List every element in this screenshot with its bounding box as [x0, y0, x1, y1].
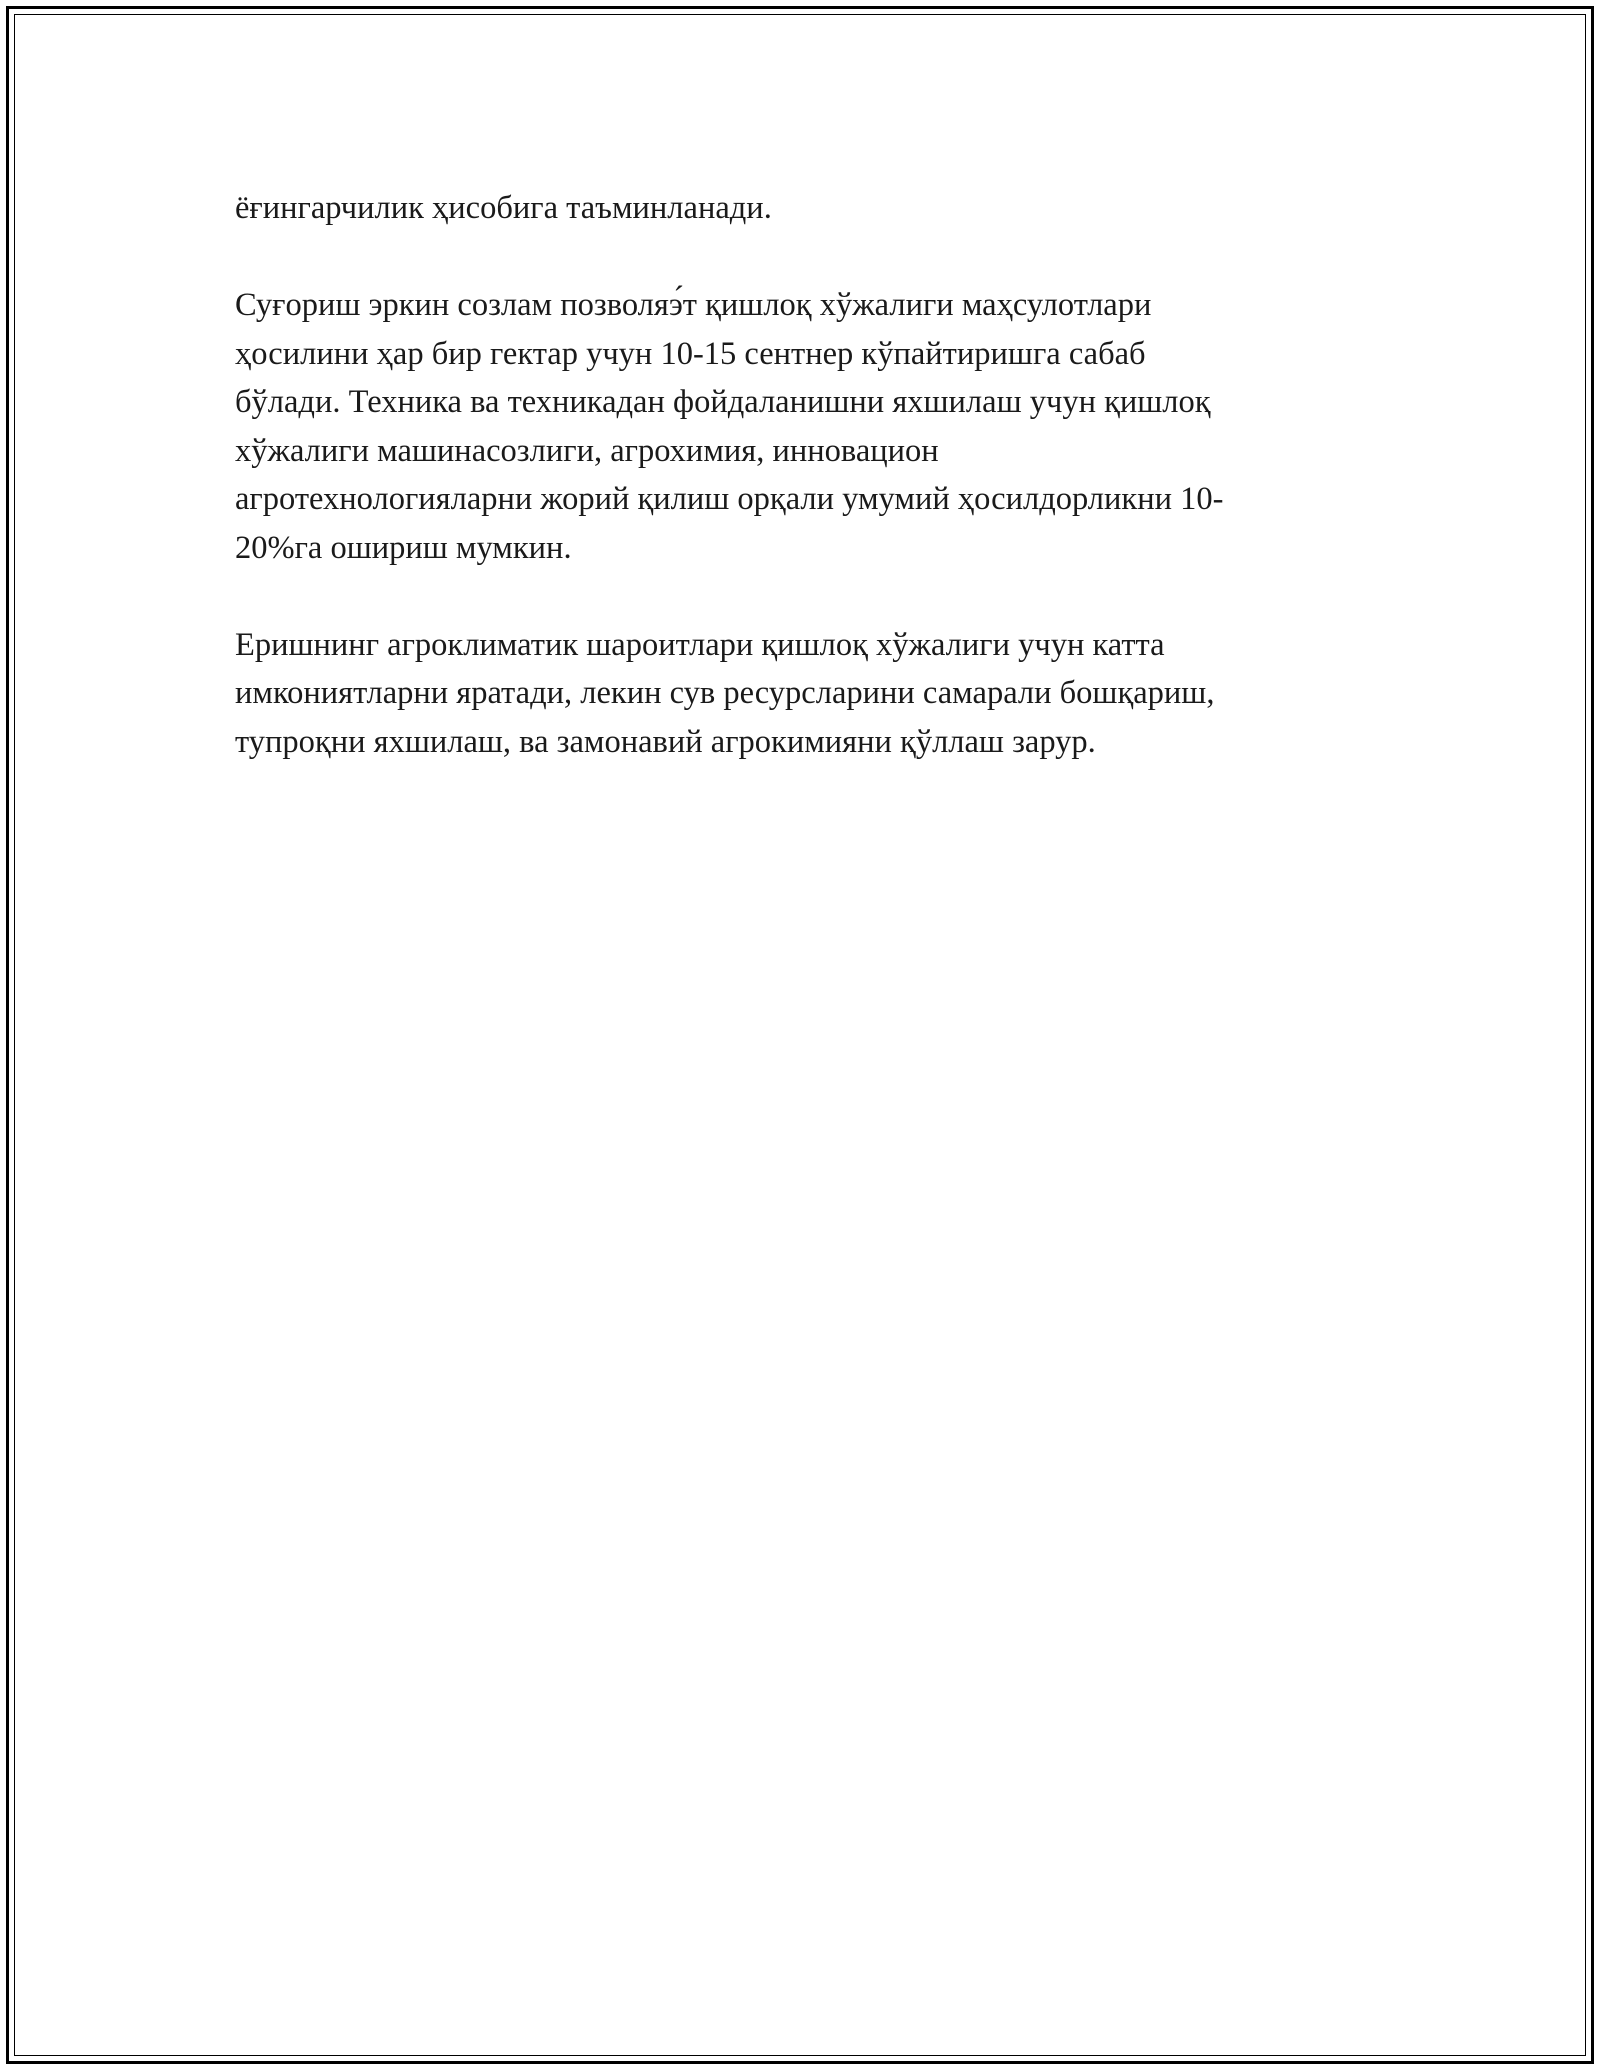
paragraph-3 — [235, 621, 1365, 767]
paragraph-1 — [235, 184, 1365, 233]
text-line: Суғориш эркин созлам позволяэ́т қишлоқ хўжалиги маҳсулотлари — [235, 287, 1152, 323]
text-line: агротехнологияларни жорий қилиш орқали умумий ҳосилдорликни 10- — [235, 481, 1224, 517]
text-line: тупроқни яхшилаш, ва замонавий агрокимияни қўллаш зарур. — [235, 723, 1096, 760]
document-body — [235, 184, 1365, 815]
text-line: Еришнинг агроклиматик шароитлари қишлоқ хўжалиги учун катта — [235, 626, 1165, 663]
text-line: бўлади. Техника ва техникадан фойдаланишни яхшилаш учун қишлоқ — [235, 384, 1211, 420]
text-line: 20%га ошириш мумкин. — [235, 529, 572, 566]
text-line: имкониятларни яратади, лекин сув ресурсларини самарали бошқариш, — [235, 675, 1215, 711]
text-line: хўжалиги машинасозлиги, агрохимия, инновацион — [235, 432, 939, 469]
text-line: ёғингарчилик ҳисобига таъминланади. — [235, 190, 772, 226]
text-line: ҳосилини ҳар бир гектар учун 10-15 сентнер кўпайтиришга сабаб — [235, 335, 1146, 372]
paragraph-2 — [235, 281, 1365, 572]
